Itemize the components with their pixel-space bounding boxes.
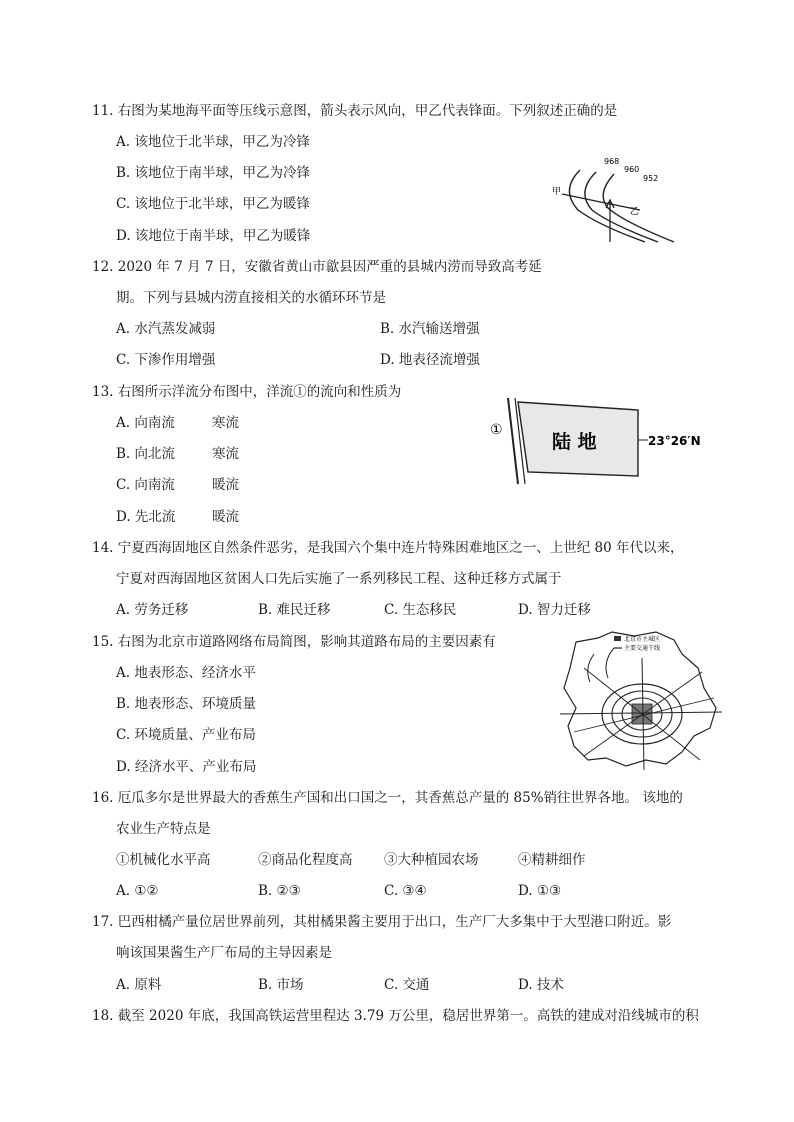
q11-isobar-label-952: 952 — [643, 174, 659, 183]
q16-item-2: ②商品化程度高 — [258, 852, 353, 868]
q12-option-c: C. 下渗作用增强 — [116, 352, 216, 368]
q16-option-a: A. ①② — [116, 883, 159, 899]
q13-option-d-nature: 暖流 — [212, 509, 239, 525]
q15-option-c: C. 环境质量、产业布局 — [116, 727, 256, 743]
q17-stem-line2: 响该国果酱生产厂布局的主导因素是 — [116, 945, 332, 961]
q13-option-d — [116, 508, 239, 526]
q16-item-4: ④精耕细作 — [518, 852, 586, 868]
q14-stem-line1: 14. 宁夏西海固地区自然条件恶劣，是我国六个集中连片特殊困难地区之一、上世纪 80 年代以来， — [92, 540, 684, 556]
q15-legend-trunk-roads: 主要交通干线 — [624, 645, 661, 652]
q12-stem-line1: 12. 2020 年 7 月 7 日，安徽省黄山市歙县因严重的县城内涝而导致高考延 — [92, 259, 542, 275]
q15-beijing-road-map — [554, 628, 726, 774]
q13-land-label: 陆 地 — [552, 431, 597, 453]
q15-stem: 15. 右图为北京市道路网络布局简图，影响其道路布局的主要因素有 — [92, 634, 496, 650]
q16-option-d: D. ①③ — [518, 883, 562, 899]
q15-option-a: A. 地表形态、经济水平 — [116, 665, 256, 681]
q13-option-b-direction: B. 向北流 — [116, 446, 176, 462]
q12-option-b: B. 水汽输送增强 — [380, 321, 480, 337]
q11-label-yi: 乙 — [630, 207, 640, 217]
q12-option-d: D. 地表径流增强 — [380, 352, 480, 368]
q16-item-1: ①机械化水平高 — [116, 852, 211, 868]
q12-option-a: A. 水汽蒸发减弱 — [116, 321, 216, 337]
q16-option-c: C. ③④ — [384, 883, 427, 899]
q13-option-d-direction: D. 先北流 — [116, 509, 176, 525]
q16-stem-line1: 16. 厄瓜多尔是世界最大的香蕉生产国和出口国之一，其香蕉总产量的 85%销往世界各地。 该地的 — [92, 790, 683, 806]
q18-stem-line1: 18. 截至 2020 年底，我国高铁运营里程达 3.79 万公里，稳居世界第一。高铁的建成对沿线城市的积 — [92, 1008, 699, 1024]
q13-option-c — [116, 476, 239, 494]
q11-isobar-figure — [540, 150, 680, 250]
q11-option-a: A. 该地位于北半球，甲乙为冷锋 — [116, 134, 310, 150]
q11-isobar-label-968: 968 — [604, 157, 620, 166]
q12-stem-line2: 期。下列与县城内涝直接相关的水循环环节是 — [116, 290, 386, 306]
q14-stem-line2: 宁夏对西海固地区贫困人口先后实施了一系列移民工程、这种迁移方式属于 — [116, 571, 562, 587]
q14-option-d: D. 智力迁移 — [518, 602, 591, 618]
q11-isobar-label-960: 960 — [624, 165, 640, 174]
q17-option-c: C. 交通 — [384, 977, 430, 993]
q13-option-c-direction: C. 向南流 — [116, 477, 175, 493]
q13-current-label: ① — [490, 422, 503, 438]
q11-option-d: D. 该地位于南半球，甲乙为暖锋 — [116, 228, 311, 244]
q11-option-b: B. 该地位于南半球，甲乙为冷锋 — [116, 165, 311, 181]
q13-latitude-label: 23°26′N — [648, 434, 701, 448]
q16-stem-line2: 农业生产特点是 — [116, 821, 211, 837]
q16-item-3: ③大种植园农场 — [384, 852, 479, 868]
q13-option-b-nature: 寒流 — [212, 446, 239, 462]
q13-option-a-direction: A. 向南流 — [116, 415, 175, 431]
q16-option-b: B. ②③ — [258, 883, 301, 899]
q13-option-a — [116, 414, 239, 432]
q13-ocean-current-figure — [488, 396, 710, 488]
q11-stem: 11. 右图为某地海平面等压线示意图，箭头表示风向，甲乙代表锋面。下列叙述正确的是 — [92, 103, 618, 119]
q17-stem-line1: 17. 巴西柑橘产量位居世界前列，其柑橘果酱主要用于出口，生产厂大多集中于大型港口附近。影 — [92, 914, 672, 930]
q14-option-c: C. 生态移民 — [384, 602, 457, 618]
q13-option-a-nature: 寒流 — [212, 415, 239, 431]
q14-option-b: B. 难民迁移 — [258, 602, 331, 618]
q17-option-a: A. 原料 — [116, 977, 162, 993]
q11-option-c: C. 该地位于北半球，甲乙为暖锋 — [116, 196, 310, 212]
q13-stem: 13. 右图所示洋流分布图中，洋流①的流向和性质为 — [92, 384, 402, 400]
q11-label-jia: 甲 — [552, 187, 562, 197]
q15-option-b: B. 地表形态、环境质量 — [116, 696, 257, 712]
q14-option-a: A. 劳务迁移 — [116, 602, 189, 618]
q17-option-d: D. 技术 — [518, 977, 564, 993]
q17-option-b: B. 市场 — [258, 977, 304, 993]
q15-option-d: D. 经济水平、产业布局 — [116, 759, 257, 775]
q13-option-c-nature: 暖流 — [212, 477, 239, 493]
q13-option-b — [116, 445, 239, 463]
q15-legend-urban-area: 北京市主城区 — [624, 636, 661, 643]
